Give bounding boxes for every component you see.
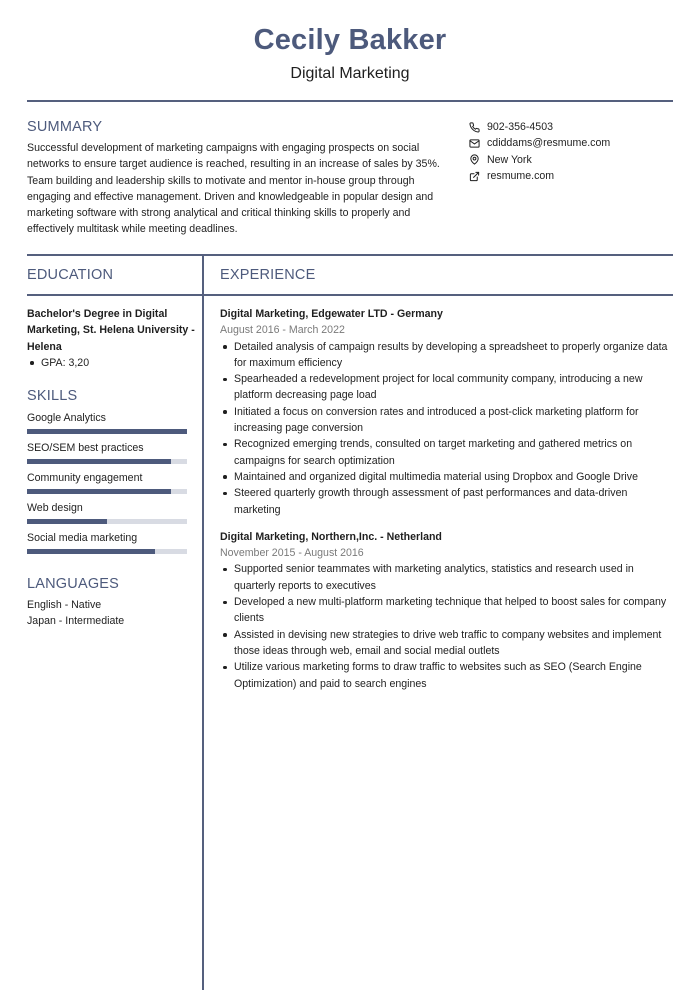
skills-heading: SKILLS (27, 388, 78, 404)
education-section (27, 306, 197, 371)
job-dates: November 2015 - August 2016 (220, 547, 364, 560)
skill-bar-fill (27, 549, 155, 554)
education-detail: GPA: 3,20 (27, 355, 197, 371)
contact-list (468, 119, 610, 184)
contact-website[interactable] (468, 168, 610, 184)
section-divider-top (27, 254, 673, 256)
contact-website-text[interactable]: resmume.com (487, 170, 555, 183)
job-bullet: Spearheaded a redevelopment project for local community company, introducing a new platform decreasing page load (220, 371, 675, 404)
job-bullet: Supported senior teammates with marketing analytics, statistics and research used in quarterly reports to executives (220, 561, 675, 594)
candidate-name: Cecily Bakker (253, 24, 447, 56)
external-link-icon (468, 170, 480, 182)
mail-icon (468, 137, 480, 149)
contact-phone-text: 902-356-4503 (487, 121, 553, 134)
skill-bar-fill (27, 459, 171, 464)
job-title: Digital Marketing, Northern,Inc. - Netherland (220, 530, 442, 543)
contact-location-text: New York (487, 153, 532, 166)
job-bullet: Developed a new multi-platform marketing technique that helped to boost sales for company clients (220, 594, 675, 627)
summary-heading: SUMMARY (27, 119, 103, 135)
skill-item (27, 530, 187, 560)
job-bullet: Steered quarterly growth through assessment of past performances and data-driven marketing (220, 485, 675, 518)
skill-item (27, 470, 187, 500)
skill-name: SEO/SEM best practices (27, 442, 144, 454)
section-divider-bottom (27, 294, 673, 296)
header-divider (27, 100, 673, 102)
contact-phone (468, 119, 610, 135)
skill-item (27, 500, 187, 530)
skill-name: Social media marketing (27, 532, 138, 544)
job-bullet: Detailed analysis of campaign results by developing a spreadsheet to properly organize data for maximum efficiency (220, 339, 675, 372)
education-degree: Bachelor's Degree in Digital Marketing, St. Helena University - Helena (27, 308, 195, 353)
job-title: Digital Marketing, Edgewater LTD - Germany (220, 308, 443, 320)
languages-heading: LANGUAGES (27, 576, 120, 592)
skill-item (27, 440, 187, 470)
skill-bar-fill (27, 429, 187, 434)
contact-location (468, 152, 610, 168)
skill-name: Google Analytics (27, 412, 106, 424)
skill-name: Web design (27, 502, 83, 514)
experience-heading: EXPERIENCE (220, 267, 316, 283)
skill-bar-fill (27, 489, 171, 494)
skill-bar-track (27, 549, 187, 554)
job-dates: August 2016 - March 2022 (220, 324, 345, 337)
skill-bar-track (27, 489, 187, 494)
experience-section (220, 306, 675, 703)
job-entry (220, 306, 675, 518)
summary-text: Successful development of marketing campaigns with engaging prospects on social networks to ensure target audience is reached, resulting in an increase of sales by 35%. Team building and leadership skills to motivate and mentor in-house group through engaging and effective management. Driven and knowledgeable in popular design and marketing software with strong analytical and critical thinking skills to properly and effectively multitask while meeting deadlines. (27, 142, 440, 236)
job-bullet: Initiated a focus on conversion rates and introduced a post-click marketing platform for increasing page conversion (220, 404, 675, 437)
job-bullet: Utilize various marketing forms to draw traffic to websites such as SEO (Search Engine Optimization) and paid to search engines (220, 659, 675, 692)
job-bullet: Maintained and organized digital multimedia material using Dropbox and Google Drive (220, 469, 675, 485)
location-pin-icon (468, 154, 480, 166)
skills-list (27, 410, 187, 560)
job-entry (220, 529, 675, 692)
languages-list (27, 597, 124, 630)
skill-bar-track (27, 459, 187, 464)
skill-bar-fill (27, 519, 107, 524)
candidate-role: Digital Marketing (290, 65, 410, 82)
skill-bar-track (27, 429, 187, 434)
skill-item (27, 410, 187, 440)
job-bullet: Recognized emerging trends, consulted on target marketing and gathered metrics on campaigns for search optimization (220, 436, 675, 469)
language-item: English - Native (27, 599, 102, 611)
column-divider (202, 255, 204, 990)
phone-icon (468, 121, 480, 133)
job-bullet: Assisted in devising new strategies to drive web traffic to company websites and implement those ideas through web, email and social medial outlets (220, 627, 675, 660)
skill-name: Community engagement (27, 472, 143, 484)
contact-email-text[interactable]: cdiddams@resmume.com (487, 137, 611, 150)
contact-email[interactable] (468, 135, 610, 151)
education-heading: EDUCATION (27, 267, 114, 283)
language-item: Japan - Intermediate (27, 615, 125, 628)
skill-bar-track (27, 519, 187, 524)
